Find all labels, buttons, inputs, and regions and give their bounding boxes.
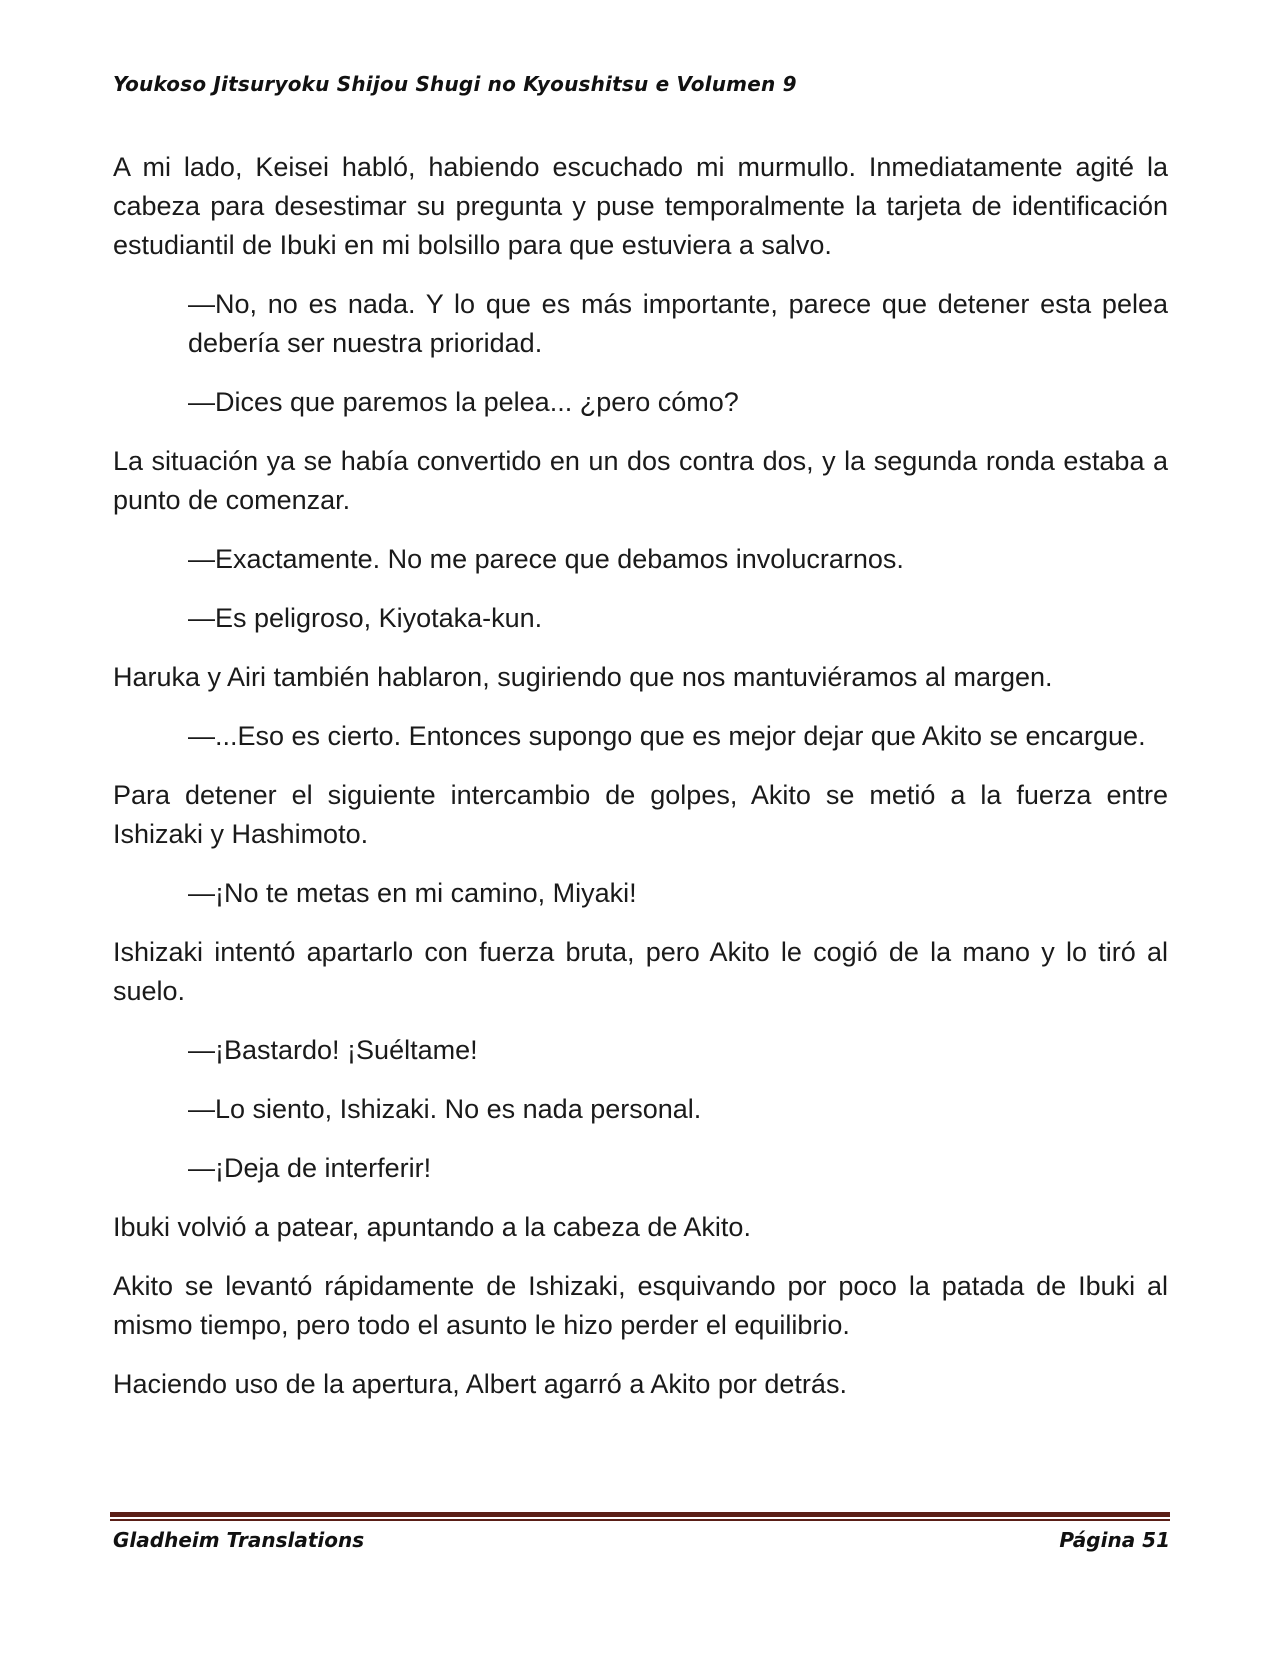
footer-divider-thick <box>110 1512 1170 1517</box>
paragraph-narration: Haruka y Airi también hablaron, sugiriendo que nos mantuviéramos al margen. <box>113 662 1053 692</box>
paragraph-narration: Akito se levantó rápidamente de Ishizaki, esquivando por poco la patada de Ibuki al mismo tiempo, pero todo el asunto le hizo perder el equilibrio. <box>113 1271 1168 1340</box>
footer-divider <box>110 1512 1170 1521</box>
paragraph-narration: Para detener el siguiente intercambio de golpes, Akito se metió a la fuerza entre Ishizaki y Hashimoto. <box>113 780 1168 849</box>
paragraph-dialogue: —...Eso es cierto. Entonces supongo que es mejor dejar que Akito se encargue. <box>188 721 1146 751</box>
paragraph-dialogue: —Es peligroso, Kiyotaka-kun. <box>188 603 543 633</box>
paragraph-dialogue: —¡Bastardo! ¡Suéltame! <box>188 1035 478 1065</box>
paragraph-dialogue: —¡No te metas en mi camino, Miyaki! <box>188 878 637 908</box>
paragraph-narration: Ibuki volvió a patear, apuntando a la cabeza de Akito. <box>113 1212 751 1242</box>
paragraph-narration: Haciendo uso de la apertura, Albert agarró a Akito por detrás. <box>113 1369 847 1399</box>
footer-publisher: Gladheim Translations <box>113 1528 365 1552</box>
paragraph-dialogue: —Exactamente. No me parece que debamos involucrarnos. <box>188 544 904 574</box>
body-text <box>113 148 1168 1424</box>
running-header: Youkoso Jitsuryoku Shijou Shugi no Kyoushitsu e Volumen 9 <box>113 72 797 96</box>
paragraph-dialogue: —¡Deja de interferir! <box>188 1153 432 1183</box>
footer-divider-thin <box>110 1519 1170 1521</box>
paragraph-dialogue: —Dices que paremos la pelea... ¿pero cómo? <box>188 387 739 417</box>
paragraph-dialogue: —No, no es nada. Y lo que es más importante, parece que detener esta pelea debería ser nuestra prioridad. <box>188 289 1168 358</box>
paragraph-narration: A mi lado, Keisei habló, habiendo escuchado mi murmullo. Inmediatamente agité la cabeza para desestimar su pregunta y puse temporalmente la tarjeta de identificación estudiantil de Ibuki en mi bolsillo para que estuviera a salvo. <box>113 152 1168 260</box>
paragraph-dialogue: —Lo siento, Ishizaki. No es nada personal. <box>188 1094 702 1124</box>
paragraph-narration: La situación ya se había convertido en un dos contra dos, y la segunda ronda estaba a punto de comenzar. <box>113 446 1168 515</box>
paragraph-narration: Ishizaki intentó apartarlo con fuerza bruta, pero Akito le cogió de la mano y lo tiró al suelo. <box>113 937 1168 1006</box>
footer-page-number: Página 51 <box>1059 1528 1170 1552</box>
